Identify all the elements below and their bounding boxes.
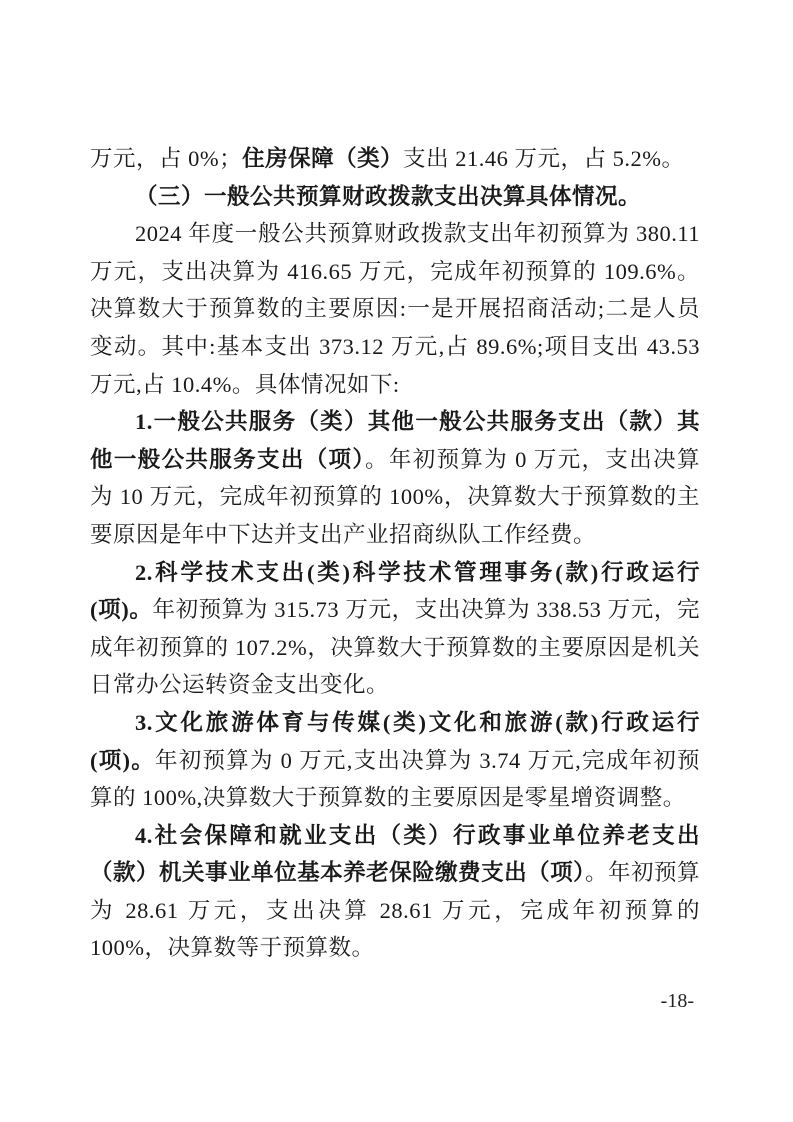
text-run: 万元，占 0%； bbox=[90, 146, 243, 171]
bold-text-run: 住房保障（类） bbox=[242, 146, 404, 171]
text-run: 。年初预算为 28.61 万元，支出决算 28.61 万元，完成年初预算的 100%，决算数等于预算数。 bbox=[90, 860, 700, 961]
bold-text-run: （三）一般公共预算财政拨款支出决算具体情况。 bbox=[135, 183, 642, 209]
para-budget-overview bbox=[90, 215, 700, 403]
item-4-social-security-pension bbox=[90, 817, 700, 967]
document-content bbox=[90, 140, 700, 967]
text-run: 支出 21.46 万元，占 5.2%。 bbox=[403, 146, 685, 171]
text-run: 年初预算为 0 万元,支出决算为 3.74 万元,完成年初预算的 100%,决算数大于预算数的主要原因是零星增资调整。 bbox=[90, 747, 700, 811]
item-3-culture-tourism bbox=[90, 704, 700, 817]
text-run: 年初预算为 315.73 万元，支出决算为 338.53 万元，完成年初预算的 107.2%，决算数大于预算数的主要原因是机关日常办公运转资金支出变化。 bbox=[90, 597, 700, 698]
page-footer bbox=[661, 988, 694, 1014]
item-1-general-public-services bbox=[90, 403, 700, 553]
text-run: 。年初预算为 0 万元，支出决算为 10 万元，完成年初预算的 100%，决算数大于预算数的主要原因是年中下达并支出产业招商纵队工作经费。 bbox=[90, 446, 700, 547]
bold-text-run: 3.文化旅游体育与传媒(类)文化和旅游(款)行政运行(项)。 bbox=[90, 709, 700, 773]
bold-text-run: 4.社会保障和就业支出（类）行政事业单位养老支出（款）机关事业单位基本养老保险缴费支出（项） bbox=[90, 822, 700, 886]
bold-text-run: 2.科学技术支出(类)科学技术管理事务(款)行政运行(项)。 bbox=[90, 559, 700, 623]
text-run: 2024 年度一般公共预算财政拨款支出年初预算为 380.11 万元，支出决算为 416.65 万元，完成年初预算的 109.6%。决算数大于预算数的主要原因:一是开展招商活动;二是人员变动。其中:基本支出 373.12 万元,占 89.6%;项目支出 43.53 万元,占 10.4%。具体情况如下: bbox=[90, 221, 700, 397]
continuation-housing-expense bbox=[90, 140, 700, 178]
heading-section-three bbox=[90, 178, 700, 216]
bold-text-run: 1.一般公共服务（类）其他一般公共服务支出（款）其他一般公共服务支出（项） bbox=[90, 409, 700, 472]
page-number: -18- bbox=[660, 990, 694, 1012]
item-2-science-technology bbox=[90, 554, 700, 704]
